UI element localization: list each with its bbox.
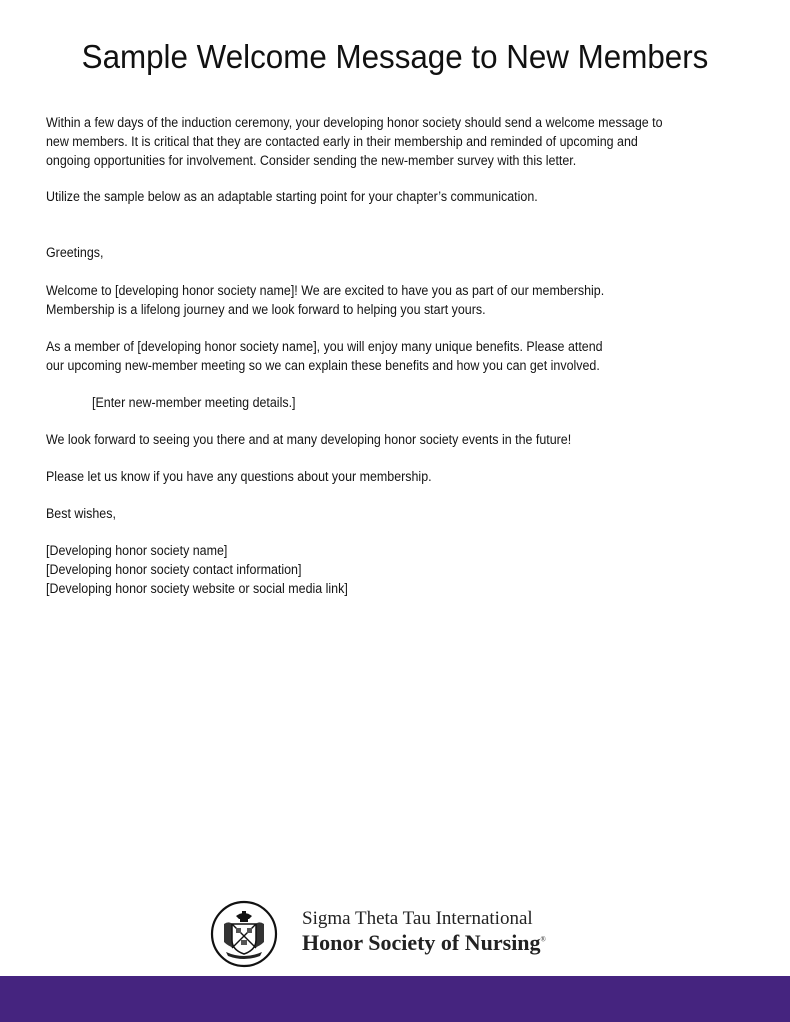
- letter-welcome-paragraph: [46, 281, 697, 319]
- society-crest-icon: [210, 900, 278, 968]
- instruction-paragraph: [46, 187, 697, 206]
- letter-signature: [46, 541, 697, 598]
- intro-line: ongoing opportunities for involvement. Consider sending the new-member survey with this letter.: [46, 153, 577, 168]
- org-name-line1: Sigma Theta Tau International: [302, 908, 533, 929]
- page-title: Sample Welcome Message to New Members: [81, 38, 709, 75]
- signature-line: [Developing honor society contact information]: [46, 562, 302, 577]
- letter-closing: [46, 504, 697, 523]
- letter-greeting: [46, 243, 697, 262]
- meeting-details-placeholder: [Enter new-member meeting details.]: [92, 395, 296, 410]
- welcome-line: Membership is a lifelong journey and we look forward to helping you start yours.: [46, 302, 486, 317]
- signature-line: [Developing honor society name]: [46, 543, 228, 558]
- org-name-line2: [302, 930, 546, 956]
- footer-logo: [210, 900, 590, 970]
- letter-meeting-details: [92, 393, 743, 412]
- benefits-line: our upcoming new-member meeting so we can explain these benefits and how you can get involved.: [46, 358, 600, 373]
- registered-mark: ®: [540, 935, 546, 944]
- looking-forward-text: We look forward to seeing you there and at many developing honor society events in the future!: [46, 432, 572, 447]
- letter-looking-forward: [46, 430, 697, 449]
- instruction-text: Utilize the sample below as an adaptable starting point for your chapter’s communication.: [46, 189, 538, 204]
- welcome-line: Welcome to [developing honor society name]! We are excited to have you as part of our membership.: [46, 283, 605, 298]
- questions-text: Please let us know if you have any questions about your membership.: [46, 469, 432, 484]
- letter-questions: [46, 467, 697, 486]
- letter-benefits-paragraph: [46, 337, 697, 375]
- closing-text: Best wishes,: [46, 506, 116, 521]
- intro-line: new members. It is critical that they are contacted early in their membership and reminded of upcoming and: [46, 134, 638, 149]
- intro-line: Within a few days of the induction ceremony, your developing honor society should send a welcome message to: [46, 115, 663, 130]
- benefits-line: As a member of [developing honor society name], you will enjoy many unique benefits. Please attend: [46, 339, 603, 354]
- signature-line: [Developing honor society website or social media link]: [46, 581, 348, 596]
- footer-band: [0, 976, 790, 1022]
- org-name-text: Honor Society of Nursing: [302, 930, 541, 955]
- intro-paragraph: [46, 113, 697, 170]
- greeting-text: Greetings,: [46, 245, 104, 260]
